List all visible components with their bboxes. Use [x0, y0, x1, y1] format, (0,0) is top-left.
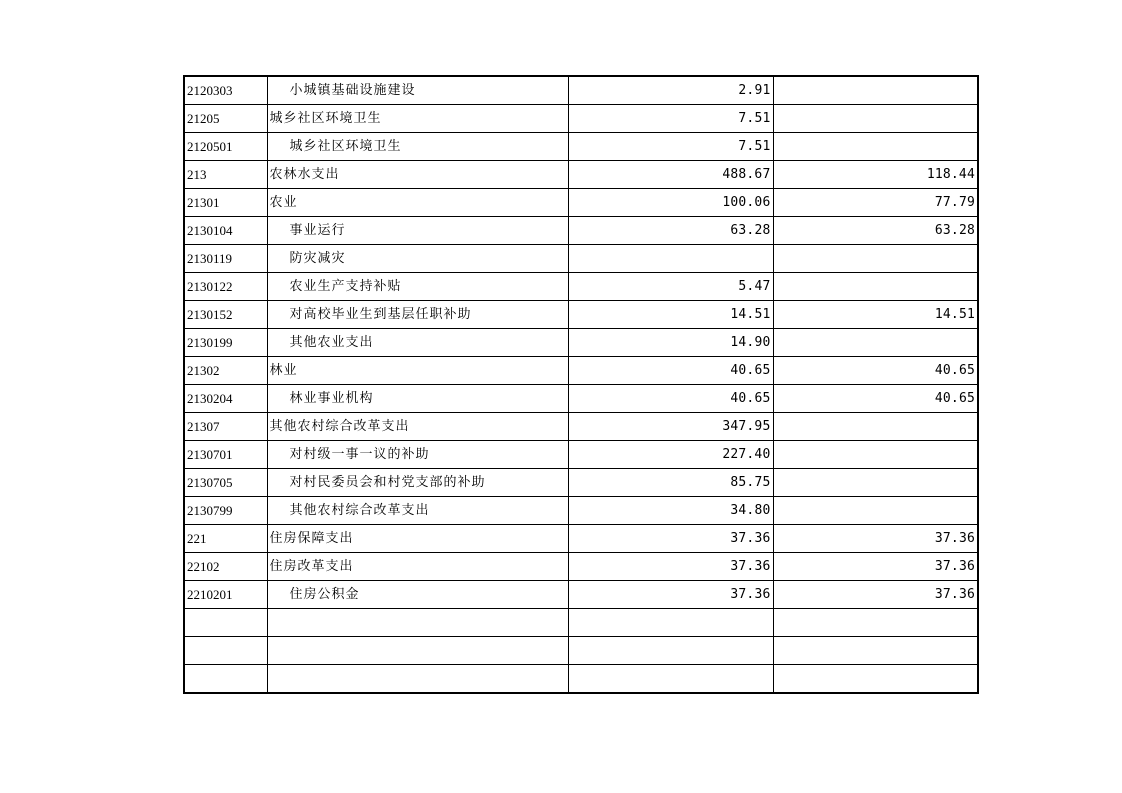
total-amount-cell: 40.65	[568, 357, 773, 385]
table-row	[184, 581, 978, 609]
subject-code-cell	[184, 637, 267, 665]
total-amount-cell: 227.40	[568, 441, 773, 469]
subject-code-cell: 2130705	[184, 469, 267, 497]
subject-code-cell: 2130799	[184, 497, 267, 525]
basic-expenditure-cell	[773, 273, 978, 301]
subject-name-cell: 农业	[267, 189, 568, 217]
subject-code-cell: 2130104	[184, 217, 267, 245]
total-amount-cell: 37.36	[568, 525, 773, 553]
subject-code-cell: 2130204	[184, 385, 267, 413]
table-row	[184, 665, 978, 694]
basic-expenditure-cell	[773, 665, 978, 694]
subject-name-cell: 城乡社区环境卫生	[267, 105, 568, 133]
subject-name-cell	[267, 637, 568, 665]
basic-expenditure-cell: 37.36	[773, 581, 978, 609]
table-row	[184, 76, 978, 105]
subject-code-cell: 2130152	[184, 301, 267, 329]
basic-expenditure-cell: 40.65	[773, 357, 978, 385]
subject-name-cell: 住房公积金	[267, 581, 568, 609]
total-amount-cell: 40.65	[568, 385, 773, 413]
table-row	[184, 245, 978, 273]
total-amount-cell: 488.67	[568, 161, 773, 189]
total-amount-cell: 5.47	[568, 273, 773, 301]
table-row	[184, 133, 978, 161]
total-amount-cell: 7.51	[568, 133, 773, 161]
table-row	[184, 329, 978, 357]
table-row	[184, 217, 978, 245]
total-amount-cell: 14.51	[568, 301, 773, 329]
basic-expenditure-cell	[773, 76, 978, 105]
table-row	[184, 553, 978, 581]
total-amount-cell: 2.91	[568, 76, 773, 105]
subject-code-cell	[184, 665, 267, 694]
subject-code-cell: 2130701	[184, 441, 267, 469]
subject-code-cell: 2130122	[184, 273, 267, 301]
subject-code-cell	[184, 609, 267, 637]
basic-expenditure-cell	[773, 469, 978, 497]
subject-code-cell: 221	[184, 525, 267, 553]
subject-name-cell: 林业事业机构	[267, 385, 568, 413]
total-amount-cell: 37.36	[568, 581, 773, 609]
basic-expenditure-cell: 14.51	[773, 301, 978, 329]
table-row	[184, 497, 978, 525]
basic-expenditure-cell: 37.36	[773, 525, 978, 553]
table-row	[184, 525, 978, 553]
subject-name-cell: 林业	[267, 357, 568, 385]
basic-expenditure-cell: 77.79	[773, 189, 978, 217]
subject-name-cell	[267, 609, 568, 637]
subject-code-cell: 213	[184, 161, 267, 189]
basic-expenditure-cell	[773, 497, 978, 525]
subject-code-cell: 2120501	[184, 133, 267, 161]
total-amount-cell	[568, 637, 773, 665]
total-amount-cell	[568, 245, 773, 273]
table-row	[184, 469, 978, 497]
subject-code-cell: 2130199	[184, 329, 267, 357]
table-row	[184, 189, 978, 217]
subject-name-cell: 防灾减灾	[267, 245, 568, 273]
subject-name-cell: 住房改革支出	[267, 553, 568, 581]
total-amount-cell: 63.28	[568, 217, 773, 245]
subject-code-cell: 2120303	[184, 76, 267, 105]
table-row	[184, 161, 978, 189]
budget-table	[183, 75, 979, 694]
subject-code-cell: 2210201	[184, 581, 267, 609]
total-amount-cell: 100.06	[568, 189, 773, 217]
table-row	[184, 105, 978, 133]
basic-expenditure-cell	[773, 133, 978, 161]
table-row	[184, 357, 978, 385]
total-amount-cell: 347.95	[568, 413, 773, 441]
subject-name-cell: 其他农村综合改革支出	[267, 497, 568, 525]
subject-code-cell: 21302	[184, 357, 267, 385]
subject-code-cell: 2130119	[184, 245, 267, 273]
subject-code-cell: 21205	[184, 105, 267, 133]
table-row	[184, 301, 978, 329]
table-row	[184, 441, 978, 469]
subject-name-cell: 事业运行	[267, 217, 568, 245]
basic-expenditure-cell: 118.44	[773, 161, 978, 189]
table-row	[184, 637, 978, 665]
budget-table-body	[184, 76, 978, 693]
basic-expenditure-cell	[773, 245, 978, 273]
subject-code-cell: 22102	[184, 553, 267, 581]
total-amount-cell	[568, 609, 773, 637]
subject-name-cell: 农林水支出	[267, 161, 568, 189]
subject-name-cell: 其他农村综合改革支出	[267, 413, 568, 441]
basic-expenditure-cell: 37.36	[773, 553, 978, 581]
total-amount-cell: 14.90	[568, 329, 773, 357]
table-row	[184, 413, 978, 441]
subject-name-cell: 对高校毕业生到基层任职补助	[267, 301, 568, 329]
total-amount-cell: 7.51	[568, 105, 773, 133]
subject-code-cell: 21301	[184, 189, 267, 217]
subject-name-cell: 对村民委员会和村党支部的补助	[267, 469, 568, 497]
subject-name-cell: 小城镇基础设施建设	[267, 76, 568, 105]
subject-name-cell: 农业生产支持补贴	[267, 273, 568, 301]
table-row	[184, 273, 978, 301]
subject-code-cell: 21307	[184, 413, 267, 441]
total-amount-cell: 85.75	[568, 469, 773, 497]
subject-name-cell: 住房保障支出	[267, 525, 568, 553]
basic-expenditure-cell	[773, 413, 978, 441]
total-amount-cell	[568, 665, 773, 694]
basic-expenditure-cell	[773, 105, 978, 133]
total-amount-cell: 34.80	[568, 497, 773, 525]
subject-name-cell: 城乡社区环境卫生	[267, 133, 568, 161]
subject-name-cell: 其他农业支出	[267, 329, 568, 357]
basic-expenditure-cell	[773, 637, 978, 665]
subject-name-cell	[267, 665, 568, 694]
table-row	[184, 385, 978, 413]
subject-name-cell: 对村级一事一议的补助	[267, 441, 568, 469]
basic-expenditure-cell: 40.65	[773, 385, 978, 413]
table-row	[184, 609, 978, 637]
basic-expenditure-cell: 63.28	[773, 217, 978, 245]
basic-expenditure-cell	[773, 441, 978, 469]
basic-expenditure-cell	[773, 609, 978, 637]
basic-expenditure-cell	[773, 329, 978, 357]
total-amount-cell: 37.36	[568, 553, 773, 581]
